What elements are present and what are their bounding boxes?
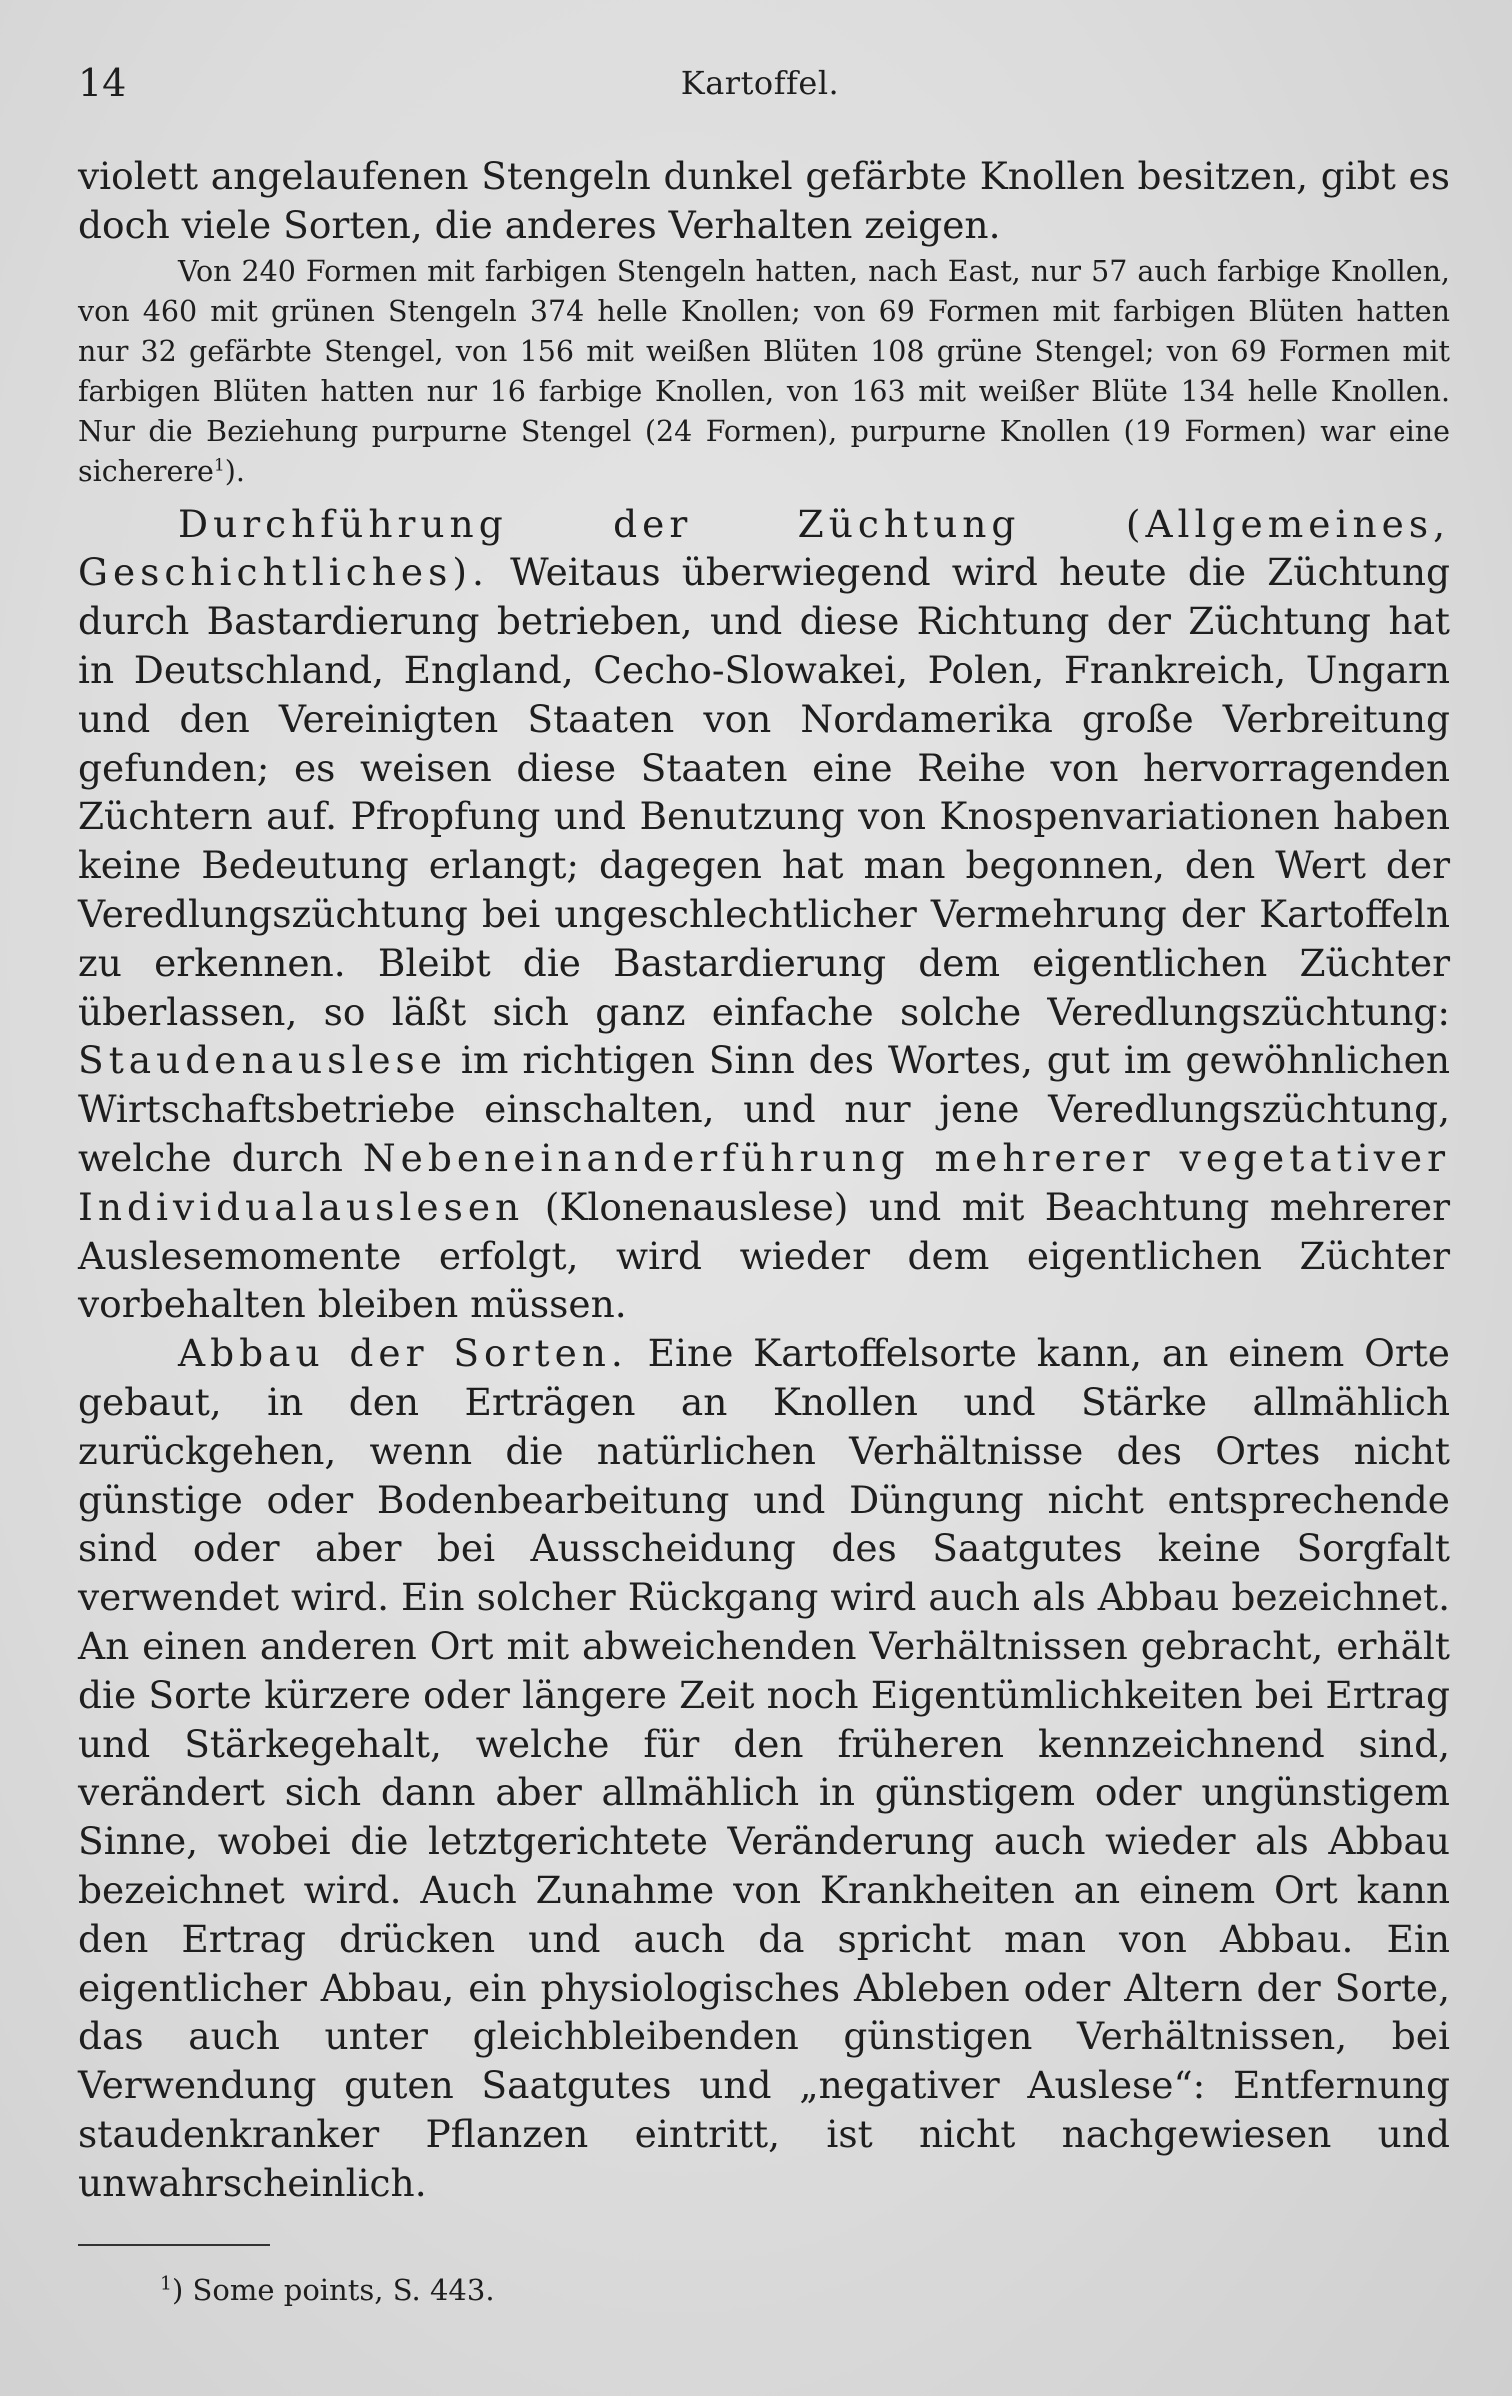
section-heading-degeneration: Abbau der Sorten. (178, 1331, 628, 1376)
paragraph-text: (Klonenauslese) und mit Beachtung mehrerer Auslesemomente erfolgt, wird wieder dem eigentlichen Züchter vorbehalten bleiben müssen. (78, 1184, 1450, 1327)
paragraph-continuation (78, 152, 1450, 250)
paragraph-text: im richtigen Sinn des Wortes, gut im gewöhnlichen Wirtschaftsbetriebe einschalten, und nur jene Veredlungszüchtung, welche durch (78, 1038, 1451, 1180)
footnote-text: Some points, S. 443. (192, 2273, 495, 2307)
paragraph-small-print (78, 252, 1450, 492)
footnote-divider (78, 2244, 270, 2246)
running-title: Kartoffel. (680, 64, 840, 102)
paragraph-breeding (78, 500, 1450, 1330)
running-head (78, 58, 1442, 108)
footnote (160, 2270, 495, 2310)
emphasis-text: Nebeneinanderführung mehrerer vegetativer Individualauslesen (78, 1135, 1451, 1229)
section-heading-breeding: Durchführung der Züchtung (Allgemeines, Geschichtliches). (78, 501, 1450, 595)
emphasis-text: Staudenauslese (78, 1038, 447, 1083)
paragraph-text: Eine Kartoffelsorte kann, an einem Orte gebaut, in den Erträgen an Knollen und Stärke allmählich zurückgehen, wenn die natürlichen Verhältnisse des Ortes nicht günstige oder Bodenbearbeitung und Düngung nicht entsprechende sind oder aber bei Ausscheidung des Saatgutes keine Sorgfalt verwendet wird. Ein solcher Rückgang wird auch als Abbau bezeichnet. An einen anderen Ort mit abweichenden Verhältnissen gebracht, erhält die Sorte kürzere oder längere Zeit noch Eigentümlichkeiten bei Ertrag und Stärkegehalt, welche für den früheren kennzeichnend sind, verändert sich dann aber allmählich in günstigem oder ungünstigem Sinne, wobei die letztgerichtete Veränderung auch wieder als Abbau bezeichnet wird. Auch Zunahme von Krankheiten an einem Ort kann den Ertrag drücken und auch da spricht man von Abbau. Ein eigentlicher Abbau, ein physiologisches Ableben oder Altern der Sorte, das auch unter gleichbleibenden günstigen Verhältnissen, bei Verwendung guten Saatgutes und „negativer Auslese“: Entfernung staudenkranker Pflanzen eintritt, ist nicht nachgewiesen und unwahrscheinlich. (78, 1331, 1451, 2205)
paragraph-text: Von 240 Formen mit farbigen Stengeln hatten, nach East, nur 57 auch farbige Knollen, von 460 mit grünen Stengeln 374 helle Knollen; von 69 Formen mit farbigen Blüten hatten nur 32 gefärbte Stengel, von 156 mit weißen Blüten 108 grüne Stengel; von 69 Formen mit farbigen Blüten hatten nur 16 farbige Knollen, von 163 mit weißer Blüte 134 helle Knollen. Nur die Beziehung purpurne Stengel (24 Formen), purpurne Knollen (19 Formen) war eine sicherere (78, 254, 1450, 488)
paragraph-text: Weitaus überwiegend wird heute die Züchtung durch Bastardierung betrieben, und diese Richtung der Züchtung hat in Deutschland, England, Cecho-Slowakei, Polen, Frankreich, Ungarn und den Vereinigten Staaten von Nordamerika große Verbreitung gefunden; es weisen diese Staaten eine Reihe von hervorragenden Züchtern auf. Pfropfung und Benutzung von Knospenvariationen haben keine Bedeutung erlangt; dagegen hat man begonnen, den Wert der Veredlungszüchtung bei ungeschlechtlicher Vermehrung der Kartoffeln zu erkennen. Bleibt die Bastardierung dem eigentlichen Züchter überlassen, so läßt sich ganz einfache solche Veredlungszüchtung: (78, 550, 1450, 1034)
paragraph-text-end: ). (224, 454, 245, 488)
page-number: 14 (78, 61, 127, 105)
main-text (78, 152, 1450, 2207)
footnote-marker-close: ) (172, 2273, 184, 2307)
paragraph-text: violett angelaufenen Stengeln dunkel gefärbte Knollen besitzen, gibt es doch viele Sorten, die anderes Verhalten zeigen. (78, 154, 1450, 247)
footnote-marker: 1 (160, 2273, 172, 2295)
paragraph-degeneration (78, 1329, 1450, 2207)
footnote-reference: 1 (213, 455, 225, 476)
